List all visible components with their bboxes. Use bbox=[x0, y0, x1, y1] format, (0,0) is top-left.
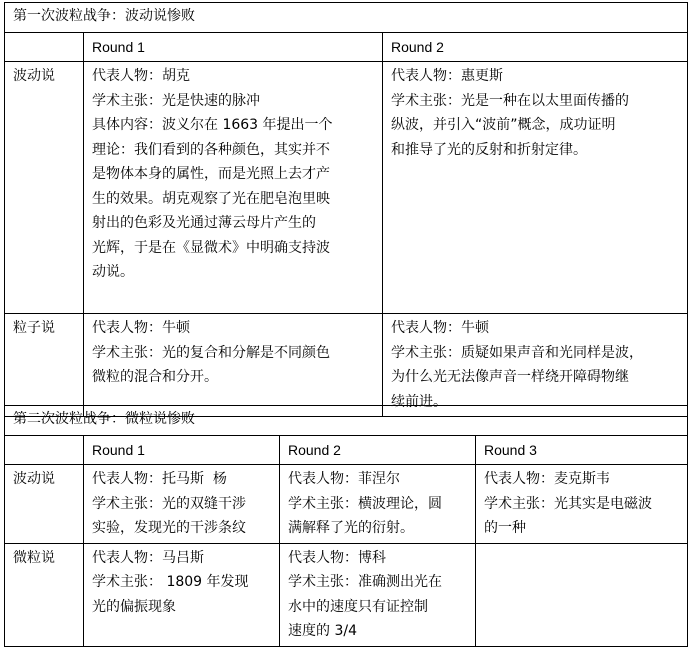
text-line: 具体内容：波义尔在 1663 年提出一个 bbox=[92, 117, 333, 133]
text-line: 理论：我们看到的各种颜色，其实并不 bbox=[92, 141, 330, 158]
text-line: 射出的色彩及光通过薄云母片产生的 bbox=[92, 215, 316, 231]
text-line: 是物体本身的属性，而是光照上去才产 bbox=[92, 166, 330, 182]
text-line: 满解释了光的衍射。 bbox=[288, 520, 414, 536]
text-line: 光的偏振现象 bbox=[92, 598, 176, 615]
first-war-table bbox=[4, 2, 688, 417]
text-line: 代表人物：胡克 bbox=[92, 68, 190, 84]
cell-content bbox=[280, 465, 476, 544]
text-line: 续前进。 bbox=[391, 393, 447, 410]
cell-content bbox=[383, 314, 688, 417]
round-header: Round 2 bbox=[280, 436, 476, 465]
text-line: 学术主张：横波理论，圆 bbox=[288, 495, 442, 512]
round-header: Round 2 bbox=[383, 33, 688, 62]
table-title: 第二次波粒战争：微粒说惨败 bbox=[5, 406, 688, 436]
text-line: 学术主张：光的双缝干涉 bbox=[92, 495, 246, 512]
round-header: Round 1 bbox=[84, 33, 383, 62]
table-title: 第一次波粒战争：波动说惨败 bbox=[5, 3, 688, 33]
text-line: 代表人物：菲涅尔 bbox=[288, 471, 400, 487]
text-line: 纵波，并引入“波前”概念，成功证明 bbox=[391, 117, 616, 133]
text-line: 光辉，于是在《显微术》中明确支持波 bbox=[92, 239, 330, 256]
corner-cell bbox=[5, 436, 84, 465]
text-line: 学术主张：光其实是电磁波 bbox=[484, 495, 652, 512]
cell-content bbox=[280, 543, 476, 646]
cell-content bbox=[84, 62, 383, 314]
row-label: 波动说 bbox=[5, 62, 84, 314]
cell-content bbox=[476, 465, 688, 544]
text-line: 的一种 bbox=[484, 520, 526, 536]
text-line: 代表人物：马吕斯 bbox=[92, 549, 204, 566]
text-line: 学术主张：质疑如果声音和光同样是波， bbox=[391, 344, 643, 361]
text-line: 学术主张：准确测出光在 bbox=[288, 574, 442, 590]
text-line: 代表人物：牛顿 bbox=[92, 320, 190, 336]
text-line: 和推导了光的反射和折射定律。 bbox=[391, 141, 587, 158]
cell-content bbox=[84, 543, 280, 646]
text-line: 代表人物：博科 bbox=[288, 549, 386, 566]
text-line: 水中的速度只有证控制 bbox=[288, 598, 428, 615]
text-line: 代表人物：托马斯 杨 bbox=[92, 471, 227, 487]
text-line: 学术主张：光是一种在以太里面传播的 bbox=[391, 92, 629, 109]
text-line: 微粒的混合和分开。 bbox=[92, 369, 218, 385]
round-header: Round 3 bbox=[476, 436, 688, 465]
cell-content bbox=[84, 314, 383, 417]
round-header: Round 1 bbox=[84, 436, 280, 465]
second-war-table bbox=[4, 405, 688, 647]
text-line: 代表人物：惠更斯 bbox=[391, 68, 503, 84]
empty-cell bbox=[476, 543, 688, 646]
text-line: 动说。 bbox=[92, 264, 134, 280]
text-line: 速度的 3/4 bbox=[288, 623, 357, 639]
row-label: 粒子说 bbox=[5, 314, 84, 417]
cell-content bbox=[84, 465, 280, 544]
text-line: 为什么光无法像声音一样绕开障碍物继 bbox=[391, 369, 629, 385]
corner-cell bbox=[5, 33, 84, 62]
text-line: 生的效果。胡克观察了光在肥皂泡里映 bbox=[92, 190, 330, 207]
row-label: 波动说 bbox=[5, 465, 84, 544]
text-line: 实验，发现光的干涉条纹 bbox=[92, 520, 246, 536]
row-label: 微粒说 bbox=[5, 543, 84, 646]
text-line: 学术主张：光的复合和分解是不同颜色 bbox=[92, 344, 330, 361]
text-line: 代表人物：牛顿 bbox=[391, 320, 489, 336]
text-line: 学术主张：光是快速的脉冲 bbox=[92, 92, 260, 109]
text-line: 学术主张： 1809 年发现 bbox=[92, 574, 249, 590]
text-line: 代表人物：麦克斯韦 bbox=[484, 471, 610, 487]
cell-content bbox=[383, 62, 688, 314]
